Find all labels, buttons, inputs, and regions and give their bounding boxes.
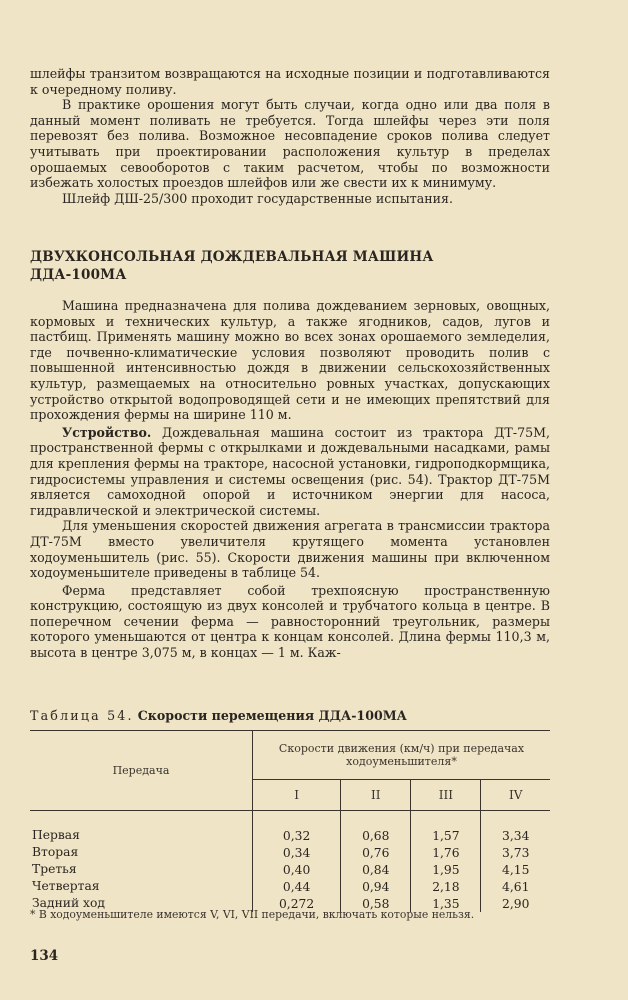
speed-cell: 4,61	[481, 878, 550, 895]
speed-cell: 0,76	[341, 844, 411, 861]
speed-cell: 1,76	[411, 844, 481, 861]
speed-cell: 3,34	[481, 827, 550, 844]
speed-cell: 1,35	[411, 895, 481, 912]
speed-cell: 0,34	[253, 844, 341, 861]
gear-name: Третья	[32, 862, 77, 876]
speed-cell: 0,40	[253, 861, 341, 878]
speed-cell: 0,32	[253, 827, 341, 844]
speed-cell: 0,68	[341, 827, 411, 844]
header-col-2: II	[341, 780, 411, 811]
table-caption-title: Скорости перемещения ДДА-100МА	[137, 708, 407, 723]
speed-cell: 1,95	[411, 861, 481, 878]
table-row	[30, 844, 550, 861]
gear-name: Четвертая	[32, 879, 100, 893]
speed-cell: 0,44	[253, 878, 341, 895]
header-col-4: IV	[481, 780, 550, 811]
header-speeds: Скорости движения (км/ч) при передачах ходоуменьшителя*	[253, 731, 551, 780]
gear-name: Задний ход	[32, 896, 105, 910]
table-row	[30, 861, 550, 878]
page-number: 134	[30, 948, 59, 964]
section-body	[30, 298, 550, 661]
header-col-1: I	[253, 780, 341, 811]
header-col-3: III	[411, 780, 481, 811]
speed-cell: 2,18	[411, 878, 481, 895]
section-heading	[30, 248, 550, 284]
table-row	[30, 878, 550, 895]
gear-name: Вторая	[32, 845, 79, 859]
section-heading-line2: ДДА-100МА	[30, 267, 127, 283]
paragraph-frame: Ферма представляет собой трехпоясную пространственную конструкцию, состоящую из двух консолей и трубчатого кольца в центре. В поперечном сечении ферма — равносторонний треугольник, размеры которого уменьшаются от центра к концам консолей. Длина фермы 110,3 м, высота в центре 3,075 м, в концах — 1 м. Каж-	[30, 582, 550, 661]
gear-name: Первая	[32, 828, 80, 842]
speed-cell: 0,58	[341, 895, 411, 912]
speed-table	[30, 730, 550, 912]
table-footnote: * В ходоуменьшителе имеются V, VI, VII передачи, включать которые нельзя.	[30, 908, 475, 921]
speed-cell: 2,90	[481, 895, 550, 912]
speed-cell: 1,57	[411, 827, 481, 844]
paragraph-intro: Машина предназначена для полива дождеванием зерновых, овощных, кормовых и технических культур, а также ягодников, садов, лугов и пастбищ. Применять машину можно во всех зонах орошаемого земледелия, где почвенно-климатические условия позволяют проводить полив с повышенной интенсивностью дождя в движении сельскохозяйственных культур, размещаемых на относительно ровных участках, допускающих устройство открытой водопроводящей сети и не имеющих препятствий для прохождения фермы на ширине 110 м.	[30, 298, 550, 423]
paragraph-device	[30, 425, 550, 519]
speed-cell: 4,15	[481, 861, 550, 878]
top-text-block	[30, 66, 550, 206]
speed-cell: 0,94	[341, 878, 411, 895]
paragraph-fields: В практике орошения могут быть случаи, когда одно или два поля в данный момент поливать не требуется. Тогда шлейфы через эти поля перевозят без полива. Возможное несовпадение сроков полива следует учитывать при проектировании расположения культур в пределах орошаемых севооборотов с таким расчетом, чтобы по возможности избежать холостых проездов шлейфов или же свести их к минимуму.	[30, 97, 550, 191]
speed-cell: 0,84	[341, 861, 411, 878]
speed-cell: 3,73	[481, 844, 550, 861]
device-lead: Устройство.	[62, 424, 152, 440]
table-caption-label: Таблица 54.	[30, 708, 134, 723]
paragraph-tests: Шлейф ДШ-25/300 проходит государственные испытания.	[62, 190, 453, 206]
paragraph-continuation: шлейфы транзитом возвращаются на исходные позиции и подготавливаются к очередному поливу.	[30, 66, 550, 97]
paragraph-speed: Для уменьшения скоростей движения агрегата в трансмиссии трактора ДТ-75М вместо увеличителя крутящего момента установлен ходоуменьшитель (рис. 55). Скорости движения машины при включенном ходоуменьшителе приведены в таблице 54.	[30, 518, 550, 581]
section-heading-line1: ДВУХКОНСОЛЬНАЯ ДОЖДЕВАЛЬНАЯ МАШИНА	[30, 249, 434, 265]
speed-cell: 0,272	[253, 895, 341, 912]
table-row	[30, 827, 550, 844]
header-gear: Передача	[30, 731, 253, 811]
table-caption	[30, 708, 550, 723]
device-text: Дождевальная машина состоит из трактора ДТ-75М, пространственной фермы с открылками и дождевальными насадками, рамы для крепления фермы на тракторе, насосной установки, гидроподкормщика, гидросистемы управления и системы освещения (рис. 54). Трактор ДТ-75М является самоходной опорой и источником энергии для насоса, гидравлической и электрической системы.	[30, 424, 550, 518]
